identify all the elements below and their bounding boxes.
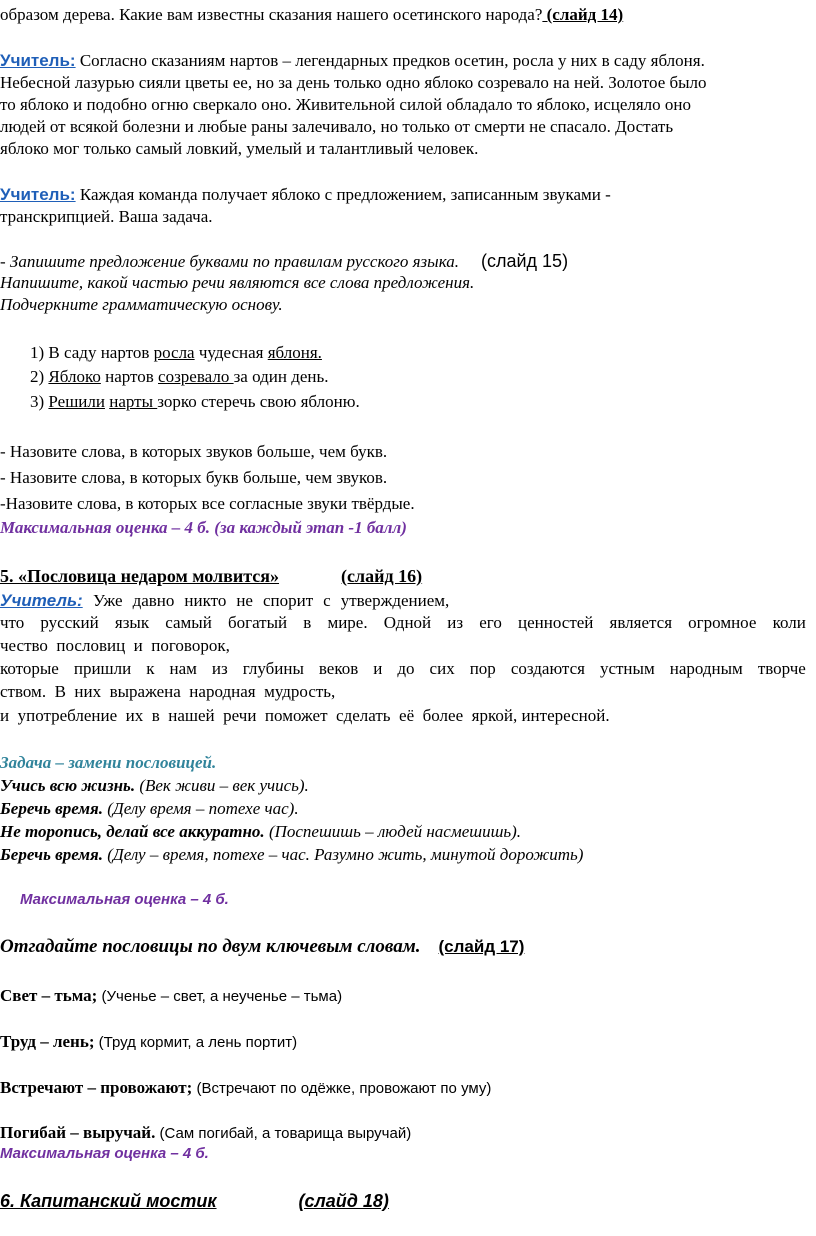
word: его [479,613,502,632]
legend-line-4 [0,116,816,138]
legend-text-3: то яблоко и подобно огню сверкало оно. Живительной силой обладало то яблоко, исцеляло оно [0,95,692,114]
guess-item-2 [0,1031,816,1054]
guess-item-3 [0,1077,816,1100]
max-score-2 [20,889,816,911]
legend-question-text: образом дерева. Какие вам известны сказания нашего осетинского народа? [0,5,543,24]
para-line-3-text: чество пословиц и поговорок, [0,636,230,655]
word: до [397,659,415,678]
word: с [323,591,331,610]
task-item-1-answer: (Век живи – век учись). [135,776,309,795]
max-score-2-text: Максимальная оценка – 4 б. [20,891,229,908]
guess-item-1-keys: Свет – тьма; [0,986,98,1005]
task-underline-line [0,294,816,316]
legend-text-2: Небесной лазурью сияли цветы ее, но за день только одно яблоко созревало на ней. Золотое было [0,73,707,92]
para-line-4 [0,658,816,680]
word: к [146,659,155,678]
slide-15-label: (слайд 15) [480,251,569,271]
teacher-label: Учитель: [0,591,83,610]
guess-item-2-keys: Труд – лень; [0,1032,95,1051]
slide-18-label: (слайд 18) [298,1191,389,1211]
word: коли [772,613,806,632]
line-legend-question [0,4,816,26]
word: и [373,659,383,678]
para-line-5 [0,681,816,703]
max-score-1 [0,517,816,539]
task-parts-line [0,272,816,294]
word: из [211,659,228,678]
word: что [0,613,25,632]
guess-item-1 [0,985,816,1008]
sentence-3 [30,391,816,413]
sentence-1-part-c: чудесная [194,343,268,362]
para-line-2 [0,612,816,634]
sentence-3-predicate: Решили [48,392,105,411]
line-teacher-1 [0,50,816,72]
para-line-4-words [0,658,806,680]
word: богатый [227,613,288,632]
guess-title: Отгадайте пословицы по двум ключевым словам. [0,936,421,957]
word: утверждением, [340,591,450,610]
task-parts-text: Напишите, какой частью речи являются все слова предложения. [0,273,475,292]
teacher-label: Учитель: [0,185,76,204]
question-3 [0,493,816,515]
sentence-2-subject: Яблоко [48,367,101,386]
sentence-2-predicate: созревало [158,367,234,386]
task-item-2-answer: (Делу время – потехе час). [102,799,299,818]
word: творче [757,659,806,678]
word: огромное [688,613,757,632]
section-5-title: 5. «Пословица недаром молвится» [0,566,280,586]
slide-14-label: (слайд 14) [542,5,624,24]
para-line-2-words [0,612,806,634]
word: Одной [383,613,432,632]
para-line-3 [0,635,816,657]
word: спорит [262,591,314,610]
legend-line-2 [0,72,816,94]
sentence-2 [30,366,816,388]
para-line-5-text: ством. В них выражена народная мудрость, [0,682,336,701]
word: русский [40,613,99,632]
word: из [447,613,464,632]
word: устным [599,659,655,678]
task-item-4 [0,844,816,866]
sentence-1 [30,342,816,364]
sentence-1-part-a: В саду нартов [48,343,154,362]
guess-item-3-answer: (Встречают по одёжке, провожают по уму) [192,1080,492,1097]
task-write-text: - Запишите предложение буквами по правилам русского языка. [0,252,459,271]
teacher-2-text: Каждая команда получает яблоко с предложением, записанным звуками - [75,185,611,204]
guess-item-1-answer: (Ученье – свет, а неученье – тьма) [97,988,343,1005]
teacher-label: Учитель: [0,51,76,70]
word: не [236,591,253,610]
word: давно [132,591,175,610]
sentence-1-number: 1) [30,343,49,362]
sentence-1-subject: яблоня. [267,343,322,362]
task-item-4-bold: Беречь время. [0,845,103,864]
guess-item-4 [0,1122,816,1145]
teacher-2-text-2: транскрипцией. Ваша задача. [0,207,213,226]
task-write-line [0,250,816,273]
sentence-1-predicate: росла [153,343,195,362]
word: нам [169,659,197,678]
legend-text-4: людей от всякой болезни и любые раны залечивало, но только от смерти не спасало. Достать [0,117,674,136]
legend-line-5 [0,138,816,160]
sentence-3-part-d: зорко стеречь свою яблоню. [157,392,360,411]
word: создаются [510,659,585,678]
legend-line-3 [0,94,816,116]
para-line-6-text: и употребление их в нашей речи поможет сделать её более яркой, интересной. [0,706,610,725]
max-score-3-text: Максимальная оценка – 4 б. [0,1145,209,1162]
task-heading-text: Задача – замени пословицей. [0,753,217,772]
word: которые [0,659,59,678]
max-score-1-text: Максимальная оценка – 4 б. (за каждый этап -1 балл) [0,518,407,537]
teacher-2-line-2 [0,206,816,228]
guess-item-3-keys: Встречают – провожают; [0,1078,193,1097]
task-item-3 [0,821,816,843]
word: язык [114,613,150,632]
task-heading [0,752,816,774]
word: пор [469,659,496,678]
line-teacher-2 [0,184,816,206]
word: мире. [327,613,368,632]
guess-item-2-answer: (Труд кормит, а лень портит) [94,1034,298,1051]
guess-item-4-keys: Погибай – выручай. [0,1123,156,1142]
word: пришли [73,659,132,678]
word: ценностей [518,613,594,632]
guess-item-4-answer: (Сам погибай, а товарища выручай) [155,1125,412,1142]
task-item-1 [0,775,816,797]
question-3-text: -Назовите слова, в которых все согласные звуки твёрдые. [0,494,415,513]
sentence-3-number: 3) [30,392,49,411]
legend-text-5: яблоко мог только самый ловкий, умелый и талантливый человек. [0,139,479,158]
word: сих [429,659,455,678]
word: Уже [92,591,123,610]
word: является [609,613,673,632]
word: самый [165,613,212,632]
task-item-4-answer: (Делу – время, потехе – час. Разумно жить, минутой дорожить) [102,845,584,864]
sentence-3-subject: нарты [109,392,158,411]
task-item-3-bold: Не торопись, делай все аккуратно. [0,822,265,841]
task-underline-text: Подчеркните грамматическую основу. [0,295,283,314]
question-2-text: - Назовите слова, в которых букв больше, чем звуков. [0,468,388,487]
section-6-title: 6. Капитанский мостик [0,1191,217,1211]
sentence-2-part-b: нартов [100,367,159,386]
para-line-1 [0,590,816,612]
word: глубины [242,659,304,678]
section-5-heading [0,565,816,587]
teacher-1-text: Согласно сказаниям нартов – легендарных предков осетин, росла у них в саду яблоня. [75,51,705,70]
para-line-6 [0,705,816,727]
task-item-2 [0,798,816,820]
word: в [303,613,312,632]
sentence-2-part-d: за один день. [233,367,329,386]
task-item-3-answer: (Поспешишь – людей насмешишь). [264,822,522,841]
sentence-2-number: 2) [30,367,49,386]
slide-16-label: (слайд 16) [341,566,423,586]
max-score-3 [0,1143,816,1165]
question-2 [0,467,816,489]
word: никто [184,591,227,610]
question-1 [0,441,816,463]
para-line-1-words [93,591,449,610]
question-1-text: - Назовите слова, в которых звуков больше, чем букв. [0,442,388,461]
guess-heading [0,936,816,958]
slide-17-label: (слайд 17) [438,937,525,956]
task-item-1-bold: Учись всю жизнь. [0,776,136,795]
word: народным [669,659,743,678]
task-item-2-bold: Беречь время. [0,799,103,818]
section-6-heading [0,1190,816,1212]
word: веков [318,659,359,678]
